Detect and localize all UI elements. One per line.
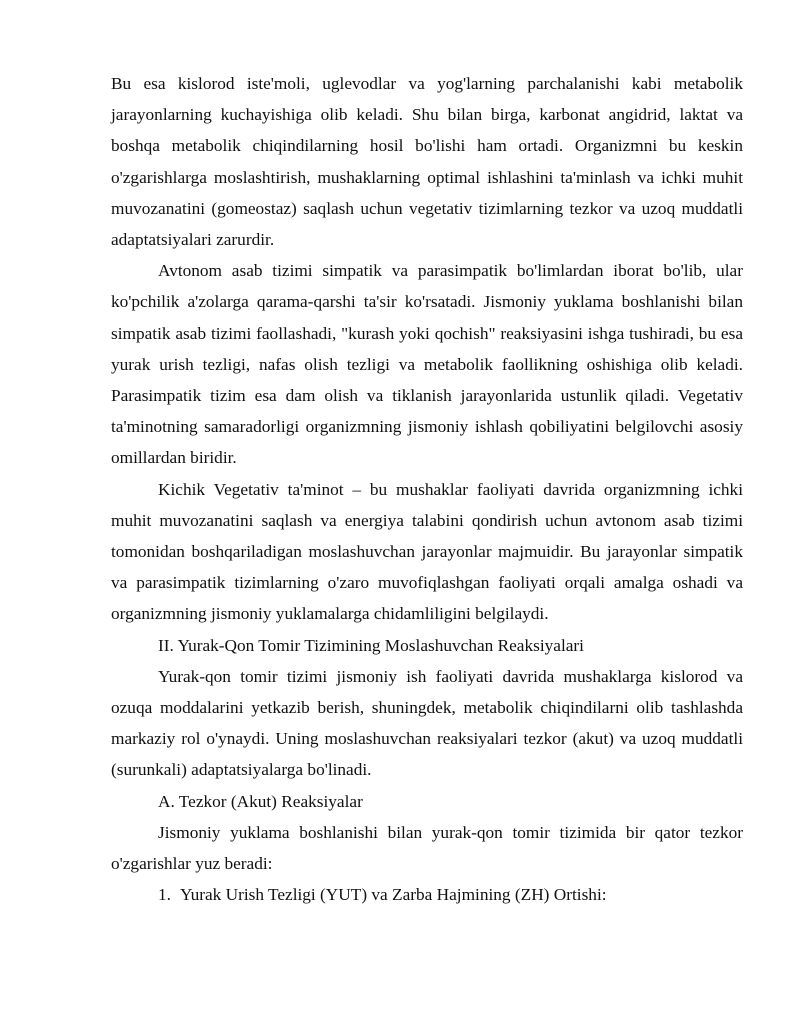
subsection-heading-acute-reactions: A. Tezkor (Akut) Reaksiyalar bbox=[158, 791, 363, 811]
list-item-number: 1. bbox=[158, 885, 171, 905]
paragraph-autonomic-nervous-system: Avtonom asab tizimi simpatik va parasimpatik bo'limlardan iborat bo'lib, ular ko'pchilik a'zolarga qarama-qarshi ta'sir ko'rsatadi. Jismoniy yuklama boshlanishi bilan simpatik asab tizimi faollashadi, "kurash yoki qochish" reaksiyasini ishga tushiradi, bu esa yurak urish tezligi, nafas olish tezligi va metabolik faollikning oshishiga olib keladi. Parasimpatik tizim esa dam olish va tiklanish jarayonlarida ustunlik qiladi. Vegetativ ta'minotning samaradorligi organizmning jismoniy ishlash qobiliyatini belgilovchi asosiy omillardan biridir. bbox=[111, 261, 743, 468]
paragraph-metabolic-processes: Bu esa kislorod iste'moli, uglevodlar va yog'larning parchalanishi kabi metabolik jarayonlarning kuchayishiga olib keladi. Shu bilan birga, karbonat angidrid, laktat va boshqa metabolik chiqindilarning hosil bo'lishi ham ortadi. Organizmni bu keskin o'zgarishlarga moslashtirish, mushaklarning optimal ishlashini ta'minlash va ichki muhit muvozanatini (gomeostaz) saqlash uchun vegetativ tizimlarning tezkor va uzoq muddatli adaptatsiyalari zarurdir. bbox=[111, 74, 743, 250]
section-heading-cardiovascular: II. Yurak-Qon Tomir Tizimining Moslashuvchan Reaksiyalari bbox=[158, 635, 584, 655]
paragraph-acute-changes: Jismoniy yuklama boshlanishi bilan yurak-qon tomir tizimida bir qator tezkor o'zgarishlar yuz beradi: bbox=[111, 822, 743, 874]
paragraph-cardiovascular-role: Yurak-qon tomir tizimi jismoniy ish faoliyati davrida mushaklarga kislorod va ozuqa moddalarini yetkazib berish, shuningdek, metabolik chiqindilarni olib tashlashda markaziy rol o'ynaydi. Uning moslashuvchan reaksiyalari tezkor (akut) va uzoq muddatli (surunkali) adaptatsiyalarga bo'linadi. bbox=[111, 666, 743, 780]
document-page bbox=[111, 68, 743, 910]
list-item bbox=[111, 879, 743, 910]
paragraph-vegetative-support-definition: Kichik Vegetativ ta'minot – bu mushaklar faoliyati davrida organizmning ichki muhit muvozanatini saqlash va energiya talabini qondirish uchun avtonom asab tizimi tomonidan boshqariladigan moslashuvchan jarayonlar majmuidir. Bu jarayonlar simpatik va parasimpatik tizimlarning o'zaro muvofiqlashgan faoliyati orqali amalga oshadi va organizmning jismoniy yuklamalarga chidamliligini belgilaydi. bbox=[111, 479, 743, 624]
list-item-text: Yurak Urish Tezligi (YUT) va Zarba Hajmining (ZH) Ortishi: bbox=[180, 885, 607, 905]
